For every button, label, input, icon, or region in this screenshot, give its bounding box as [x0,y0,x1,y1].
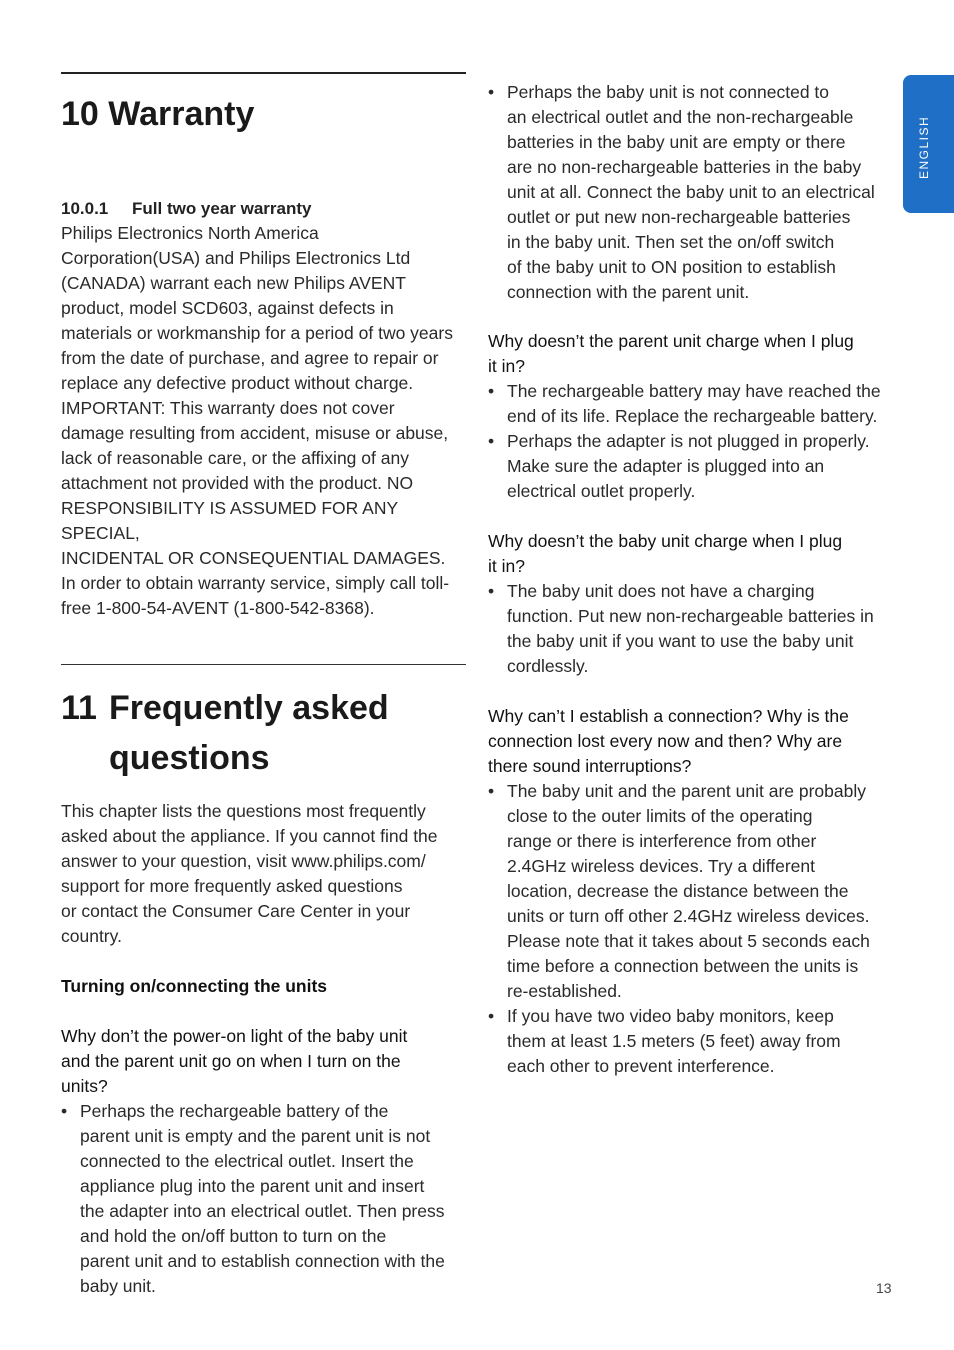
bullet-line: and hold the on/off button to turn on the [80,1226,387,1246]
bullet-line: end of its life. Replace the rechargeable battery. [507,406,878,426]
bullet-line: • Perhaps the baby unit is not connected to [507,82,830,102]
faq-question-4 [488,704,898,779]
warranty-subheading-number: 10.0.1 [61,199,109,218]
warranty-subheading-title: Full two year warranty [132,199,312,218]
bullet-line: unit at all. Connect the baby unit to an electrical [507,182,875,202]
section-divider [61,72,466,74]
bullet-line: appliance plug into the parent unit and insert [80,1176,425,1196]
faq-heading-number: 11 [61,689,97,727]
bullet-line: in the baby unit. Then set the on/off switch [507,232,835,252]
bullet-line: range or there is interference from other [507,831,817,851]
warranty-line: damage resulting from accident, misuse or abuse, [61,423,449,443]
bullet-line: baby unit. [80,1276,156,1296]
bullet-item [488,379,898,429]
warranty-heading-number: 10 [61,95,99,133]
bullet-line: • If you have two video baby monitors, keep [507,1006,834,1026]
bullet-line: connection with the parent unit. [507,282,750,302]
bullet-line: each other to prevent interference. [507,1056,775,1076]
bullet-line: of the baby unit to ON position to establish [507,257,836,277]
faq-section-title: Turning on/connecting the units [61,976,328,996]
question-line: Why don’t the power-on light of the baby unit [61,1026,408,1046]
bullet-line: 2.4GHz wireless devices. Try a different [507,856,815,876]
bullet-line: cordlessly. [507,656,589,676]
warranty-line: IMPORTANT: This warranty does not cover [61,398,395,418]
question-line: Why doesn’t the baby unit charge when I plug [488,531,843,551]
faq-intro-line: asked about the appliance. If you cannot find the [61,826,438,846]
bullet-line: electrical outlet properly. [507,481,696,501]
warranty-line: lack of reasonable care, or the affixing of any [61,448,409,468]
warranty-line: RESPONSIBILITY IS ASSUMED FOR ANY SPECIAL, [61,498,398,543]
bullet-line: • Perhaps the rechargeable battery of the [80,1101,389,1121]
faq-heading [61,683,466,783]
bullet-line: • The baby unit does not have a charging [507,581,815,601]
question-line: Why doesn’t the parent unit charge when I plug [488,331,854,351]
warranty-line: In order to obtain warranty service, simply call toll- [61,573,450,593]
bullet-line: units or turn off other 2.4GHz wireless devices. [507,906,870,926]
bullet-line: Make sure the adapter is plugged into an [507,456,825,476]
bullet-line: location, decrease the distance between the [507,881,849,901]
bullet-line: the baby unit if you want to use the baby unit [507,631,854,651]
bullet-line: an electrical outlet and the non-rechargeable [507,107,854,127]
faq-intro-line: support for more frequently asked questions [61,876,403,896]
faq-answer-2 [488,379,898,504]
warranty-line: INCIDENTAL OR CONSEQUENTIAL DAMAGES. [61,548,446,568]
question-line: there sound interruptions? [488,756,692,776]
left-column [61,72,466,1299]
warranty-heading [61,94,466,134]
page-number: 13 [876,1280,892,1296]
bullet-line: function. Put new non-rechargeable batteries in [507,606,874,626]
faq-answer-3 [488,579,898,679]
faq-heading-line2: questions [109,739,270,777]
faq-intro-line: country. [61,926,122,946]
bullet-item [488,1004,898,1079]
faq-intro-line: This chapter lists the questions most frequently [61,801,426,821]
warranty-line: (CANADA) warrant each new Philips AVENT [61,273,406,293]
bullet-line: parent unit and to establish connection with the [80,1251,445,1271]
bullet-line: outlet or put new non-rechargeable batteries [507,207,851,227]
warranty-line: free 1-800-54-AVENT (1-800-542-8368). [61,598,375,618]
bullet-item [488,779,898,1004]
bullet-line: close to the outer limits of the operating [507,806,813,826]
bullet-line: re-established. [507,981,622,1001]
faq-answer-4 [488,779,898,1079]
faq-answer-1 [61,1099,466,1299]
section-divider [61,664,466,665]
question-line: connection lost every now and then? Why are [488,731,843,751]
bullet-line: are no non-rechargeable batteries in the baby [507,157,862,177]
bullet-line: Please note that it takes about 5 seconds each [507,931,870,951]
warranty-line: replace any defective product without charge. [61,373,414,393]
bullet-item [488,429,898,504]
warranty-heading-text: Warranty [108,95,255,133]
warranty-line: product, model SCD603, against defects in [61,298,394,318]
right-column [488,80,898,1079]
question-line: and the parent unit go on when I turn on the [61,1051,401,1071]
bullet-line: connected to the electrical outlet. Insert the [80,1151,414,1171]
question-line: units? [61,1076,108,1096]
warranty-line: Corporation(USA) and Philips Electronics Ltd [61,248,411,268]
faq-intro-line: or contact the Consumer Care Center in your [61,901,411,921]
warranty-line: from the date of purchase, and agree to repair or [61,348,439,368]
warranty-line: Philips Electronics North America [61,223,319,243]
bullet-item [61,1099,466,1299]
bullet-line: them at least 1.5 meters (5 feet) away from [507,1031,841,1051]
warranty-line: attachment not provided with the product. NO [61,473,414,493]
bullet-line: • The rechargeable battery may have reached the [507,381,881,401]
faq-question-1 [61,1024,466,1099]
faq-intro-line: answer to your question, visit www.philips.com/ [61,851,426,871]
warranty-body [61,221,466,621]
language-tab [903,75,954,213]
bullet-line: • Perhaps the adapter is not plugged in properly. [507,431,870,451]
bullet-item [488,579,898,679]
bullet-item [488,80,898,305]
faq-question-2 [488,329,898,379]
bullet-line: • The baby unit and the parent unit are probably [507,781,866,801]
bullet-line: time before a connection between the units is [507,956,859,976]
faq-question-3 [488,529,898,579]
question-line: it in? [488,356,525,376]
warranty-subheading [61,196,466,221]
question-line: Why can’t I establish a connection? Why is the [488,706,849,726]
warranty-line: materials or workmanship for a period of two years [61,323,453,343]
bullet-line: the adapter into an electrical outlet. Then press [80,1201,445,1221]
faq-intro [61,799,466,949]
question-line: it in? [488,556,525,576]
language-tab-label: ENGLISH [917,115,931,179]
faq-heading-line1: Frequently asked [109,689,389,727]
bullet-line: parent unit is empty and the parent unit is not [80,1126,431,1146]
faq-answer-1-continued [488,80,898,305]
bullet-line: batteries in the baby unit are empty or there [507,132,846,152]
